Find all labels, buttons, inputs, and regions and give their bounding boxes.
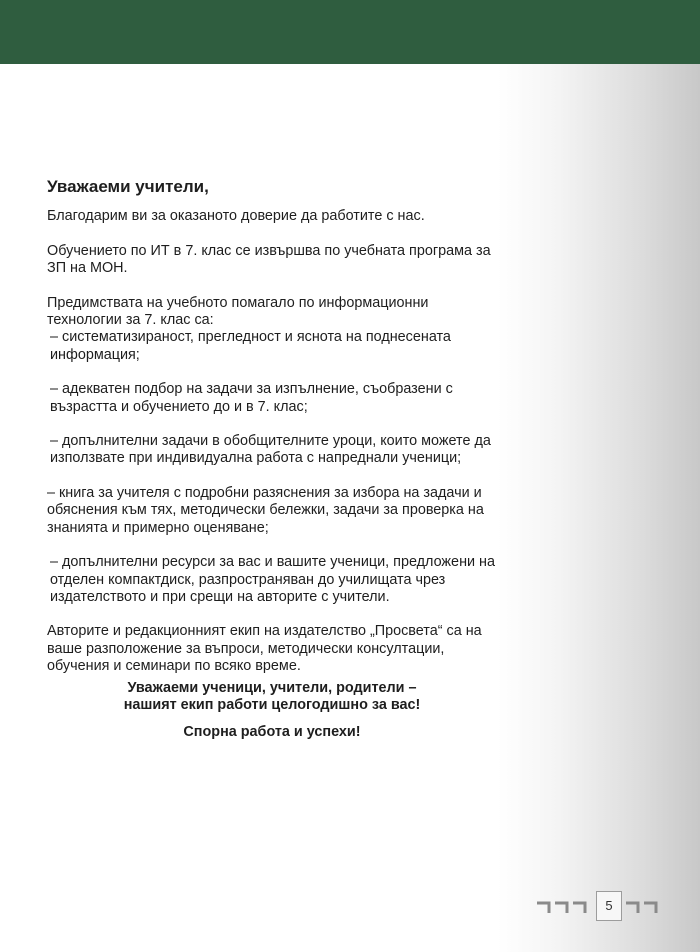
bullet-item: – допълнителни задачи в обобщителните уроци, които можете да използвате при индивидуална работа с напреднали ученици; (50, 433, 491, 467)
bullet-item: – систематизираност, прегледност и яснота на поднесената информация; (50, 329, 451, 363)
closing-line-3: Спорна работа и успехи! (183, 724, 361, 740)
final-paragraph: Авторите и редакционният екип на издателство „Просвета“ са на ваше разположение за въпроси, методически консултации, обучения и семинари по всяко време. (47, 623, 482, 675)
closing-address (47, 680, 497, 715)
curriculum-paragraph: Обучението по ИТ в 7. клас се извършва по учебната програма за ЗП на МОН. (47, 242, 491, 277)
advantages-block (47, 295, 497, 365)
bullet-item: – допълнителни ресурси за вас и вашите ученици, предложени на отделен компактдиск, разпространяван до училищата чрез издателството и при срещи на авторите с учители. (50, 554, 495, 605)
letter-greeting: Уважаеми учители, (47, 177, 209, 196)
closing-wish (47, 724, 497, 741)
thanks-paragraph: Благодарим ви за оказаното доверие да работите с нас. (47, 208, 425, 225)
letter-body (47, 178, 497, 693)
advantages-intro: Предимствата на учебното помагало по информационни технологии за 7. клас са: (47, 294, 429, 329)
closing-line-1: Уважаеми ученици, учители, родители – (127, 680, 417, 696)
page-number: 5 (596, 891, 622, 921)
bullet-item: – адекватен подбор на задачи за изпълнение, съобразени с възрастта и обучението до и в 7. клас; (50, 381, 453, 415)
header-bar (0, 0, 700, 64)
side-gradient-panel (498, 64, 700, 952)
closing-line-2: нашият екип работи целогодишно за вас! (123, 697, 421, 714)
bullet-item: – книга за учителя с подробни разяснения за избора на задачи и обяснения към тях, методически бележки, задачи за проверка на знанията и примерно оценяване; (47, 484, 484, 536)
